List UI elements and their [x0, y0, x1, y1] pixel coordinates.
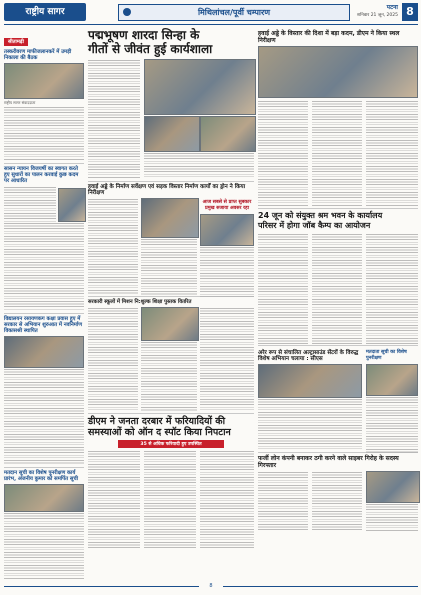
section-title: मिथिलांचल/पूर्वी चम्पारण [197, 8, 271, 17]
lead-photo-small [200, 116, 256, 152]
story-body-text [88, 308, 138, 412]
story-block [258, 348, 362, 452]
story-body-text [366, 397, 418, 453]
story-photo [258, 46, 418, 98]
story-photo [4, 63, 84, 99]
lead-photo [144, 59, 256, 115]
story-photo [366, 471, 420, 503]
story-byline: राष्ट्रीय सागर संवाददाता [4, 100, 36, 105]
banner-dot-icon [123, 8, 131, 16]
story-body-text [312, 234, 362, 344]
edition-city: पटना [386, 4, 398, 11]
page-footer [4, 580, 418, 592]
side-box [200, 198, 254, 294]
story-body-text [258, 234, 308, 344]
story-body-text [4, 187, 56, 223]
lead-photo-small [144, 116, 200, 152]
side-box-photo [200, 214, 254, 246]
side-box-photo [366, 364, 418, 396]
story-body-text [88, 199, 138, 295]
divider [4, 163, 84, 164]
story-photo [258, 364, 362, 398]
job-camp-headline-line2: परिसर में होगा जॉब कैम्प का आयोजन [258, 221, 371, 230]
story-headline: हवाई अड्डे के विस्तार की दिशा में बड़ा कदम, डीएम ने किया स्थल निरीक्षण [258, 30, 400, 44]
story-body-text [88, 60, 140, 178]
story-body-text [258, 101, 308, 207]
story-body-text [200, 247, 254, 297]
story-body-text [4, 107, 84, 161]
section-banner [118, 4, 350, 21]
divider [88, 181, 254, 182]
divider [4, 313, 84, 314]
second-headline-line1: डीएम ने जनता दरबार में फरियादियों की [88, 416, 226, 427]
story-photo [4, 484, 84, 512]
header-rule [4, 24, 418, 25]
story-body-text [88, 451, 140, 549]
story-body-text [312, 472, 362, 532]
story-body-text [141, 342, 197, 412]
story-body-text [366, 504, 418, 532]
story-body-text [200, 308, 254, 412]
side-box-head: आज सबसे से प्राप्त सुबकार प्रमुख सजाया अवसर रहा [202, 200, 252, 211]
story-body-text [366, 101, 418, 207]
page-header [0, 0, 421, 26]
section-tag: सीतामढ़ी [4, 38, 28, 46]
story-body-text [144, 451, 196, 549]
story-headline: मतदान सूची का विशेष पुनरीक्षण कार्य प्रारंभ, अंजनीय कुमार को समर्पित सूची [4, 470, 78, 482]
story-body-text [141, 239, 197, 295]
divider [88, 413, 254, 414]
edition-date: शनिवार 21 जून, 2025 [357, 13, 398, 18]
divider [4, 467, 84, 468]
divider [258, 208, 418, 209]
second-headline-line2: समस्याओं को ऑन द स्पॉट किया निपटान [88, 427, 231, 438]
story-body-text [312, 101, 362, 207]
story-body-text [366, 234, 418, 344]
side-box [366, 348, 418, 450]
story-headline: तस्करीवरण माफीजलानकरें में उमड़ी निकाला की बैठक [4, 49, 72, 61]
story-body-text [4, 369, 84, 465]
story-photo [141, 307, 199, 341]
masthead-brand: राष्ट्रीय सागर [4, 3, 86, 21]
lead-headline-line1: पद्मभूषण शारदा सिन्हा के [88, 28, 200, 42]
side-box-head: मतदाता सूची का विशेष पुनरीक्षण [366, 350, 407, 361]
portrait-photo [58, 188, 86, 222]
story-headline: अरेर रूप से संचालित अल्ट्रासाउंड सेंटरों के विरुद्ध विशेष अभियान चलाया : सीएस [258, 350, 359, 362]
story-headline: सासन न्यायन विजयर्षी का स्वागत करते हुए सुधारों का पालन करवाई कुछ कदम पर आधारित [4, 166, 79, 184]
column-right [258, 28, 418, 531]
lead-headline-line2: गीतों से जीवंत हुई कार्यशाला [88, 42, 213, 56]
divider [258, 345, 418, 346]
story-headline: सरकारी स्कूलों में मिशन नि:शुल्क शिक्षा पुस्तक वितरित [88, 299, 192, 305]
story-body-text [258, 399, 362, 451]
story-body-text [200, 451, 254, 549]
footer-page-number: 8 [199, 580, 223, 592]
story-body-text [4, 513, 84, 579]
page-number-badge: 8 [402, 3, 418, 21]
column-left [4, 28, 84, 580]
job-camp-headline-line1: 24 जून को संयुक्त श्रम भवन के कार्यालय [258, 211, 383, 220]
story-photo [4, 336, 84, 368]
story-body-text [4, 223, 84, 311]
story-body-text [258, 472, 308, 532]
story-headline: हवाई अड्डे के निर्माण सर्वेक्षण एवं सड़क विस्तार निर्माण कार्यों का ड्रोन ने किया निरीक्षण [88, 184, 246, 196]
story-headline: फर्जी लोन कंपनी बनाकर ठगी करने वाले साइबर गिरोह के सदस्य गिरफ्तार [258, 455, 399, 469]
headline-strap: 35 से अधिक फरियादी हुए उपस्थित [118, 440, 224, 448]
story-body-text [144, 153, 254, 178]
story-headline: विद्यालयन रसायणकग कक्षा प्रवास हुए में सरकार से अभियान शुरुआत में नवनिर्माण विकासश्री स्थापित [4, 316, 82, 334]
story-photo [141, 198, 199, 238]
column-center [88, 28, 254, 548]
